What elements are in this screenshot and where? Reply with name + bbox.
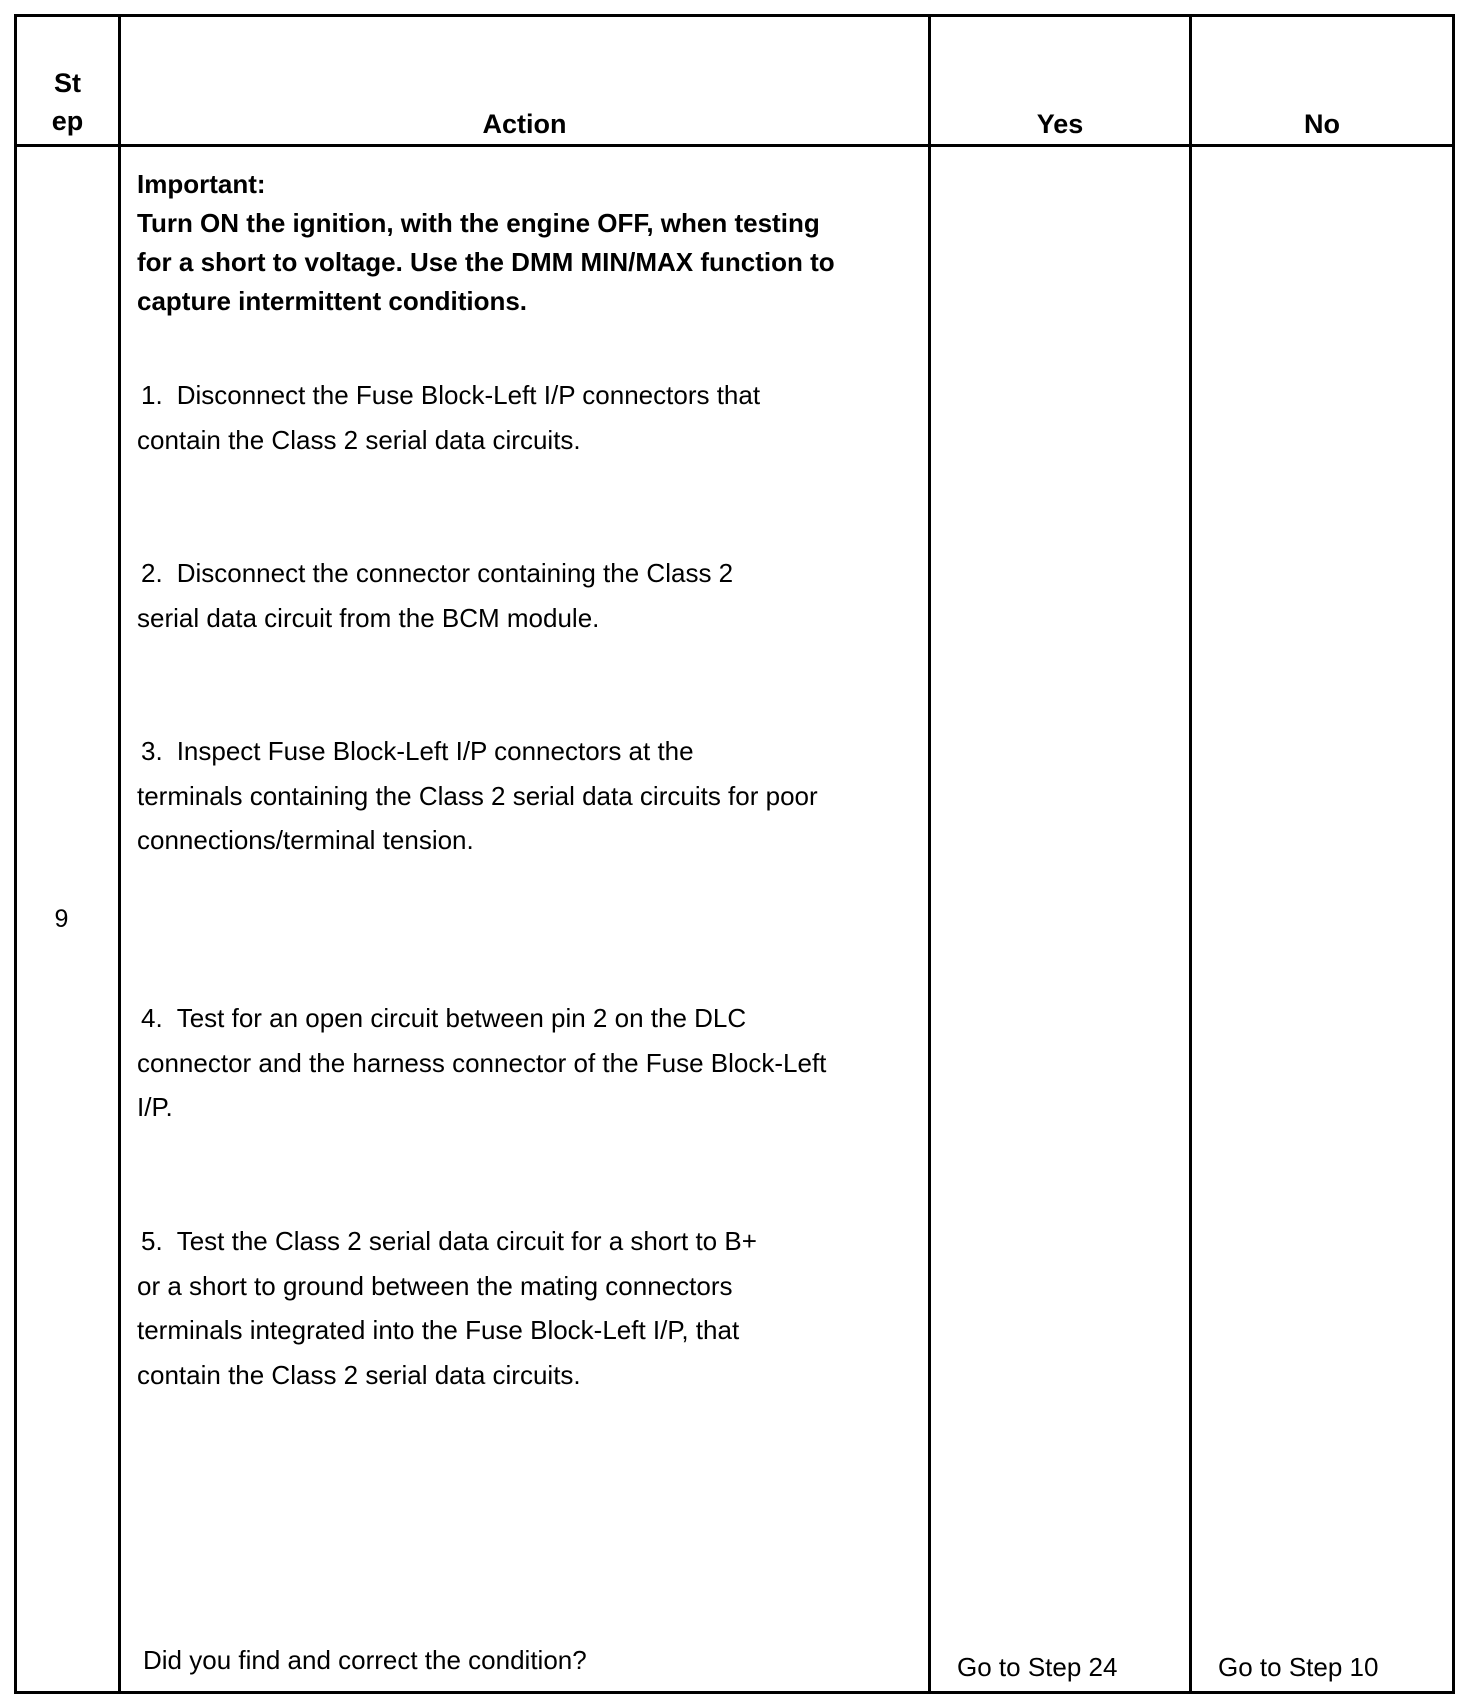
step-item-number: 4.	[141, 1003, 163, 1033]
procedure-step-4	[137, 996, 917, 1130]
step-item-text: contain the Class 2 serial data circuits.	[137, 1359, 581, 1390]
step-item-number: 2.	[141, 558, 163, 588]
table-row	[16, 146, 1454, 1693]
important-line: for a short to voltage. Use the DMM MIN/MAX function to	[137, 247, 835, 277]
step-item-text: Disconnect the connector containing the Class 2	[176, 558, 734, 588]
step-item-text: Inspect Fuse Block-Left I/P connectors at the	[176, 736, 694, 766]
step-item-text: I/P.	[137, 1092, 173, 1122]
step-item-text: terminals integrated into the Fuse Block-Left I/P, that	[137, 1315, 740, 1345]
step-item-number: 3.	[141, 736, 163, 766]
action-cell	[120, 146, 930, 1693]
step-item-text: serial data circuit from the BCM module.	[137, 602, 600, 633]
step-item-text: connector and the harness connector of the Fuse Block-Left	[137, 1047, 827, 1078]
diagnostic-table	[14, 14, 1455, 1694]
procedure-step-5	[137, 1219, 917, 1397]
header-step-line1: St	[54, 68, 81, 98]
important-line: capture intermittent conditions.	[137, 286, 528, 316]
step-item-text: connections/terminal tension.	[137, 825, 474, 855]
header-row	[16, 16, 1454, 146]
step-item-text: contain the Class 2 serial data circuits.	[137, 424, 581, 455]
no-result: Go to Step 10	[1191, 146, 1454, 1693]
header-action: Action	[120, 16, 930, 146]
step-item-text: terminals containing the Class 2 serial data circuits for poor	[137, 780, 818, 811]
step-number: 9	[16, 146, 120, 1693]
step-item-text: Test the Class 2 serial data circuit for a short to B+	[176, 1226, 757, 1256]
header-no: No	[1191, 16, 1454, 146]
step-item-number: 5.	[141, 1226, 163, 1256]
header-step-line2: ep	[51, 106, 84, 136]
procedure-step-2	[137, 551, 917, 640]
important-line: Turn ON the ignition, with the engine OFF, when testing	[137, 208, 820, 238]
procedure-step-1	[137, 373, 917, 462]
step-item-text: or a short to ground between the mating connectors	[137, 1270, 733, 1301]
header-step	[16, 16, 120, 146]
yes-result: Go to Step 24	[930, 146, 1191, 1693]
step-item-number: 1.	[141, 380, 163, 410]
step-item-text: Disconnect the Fuse Block-Left I/P connectors that	[176, 380, 761, 410]
procedure-step-3	[137, 729, 917, 863]
question-text: Did you find and correct the condition?	[143, 1645, 587, 1675]
step-item-text: Test for an open circuit between pin 2 on the DLC	[176, 1003, 747, 1033]
important-note	[137, 165, 897, 321]
important-label: Important:	[137, 169, 266, 199]
header-yes: Yes	[930, 16, 1191, 146]
